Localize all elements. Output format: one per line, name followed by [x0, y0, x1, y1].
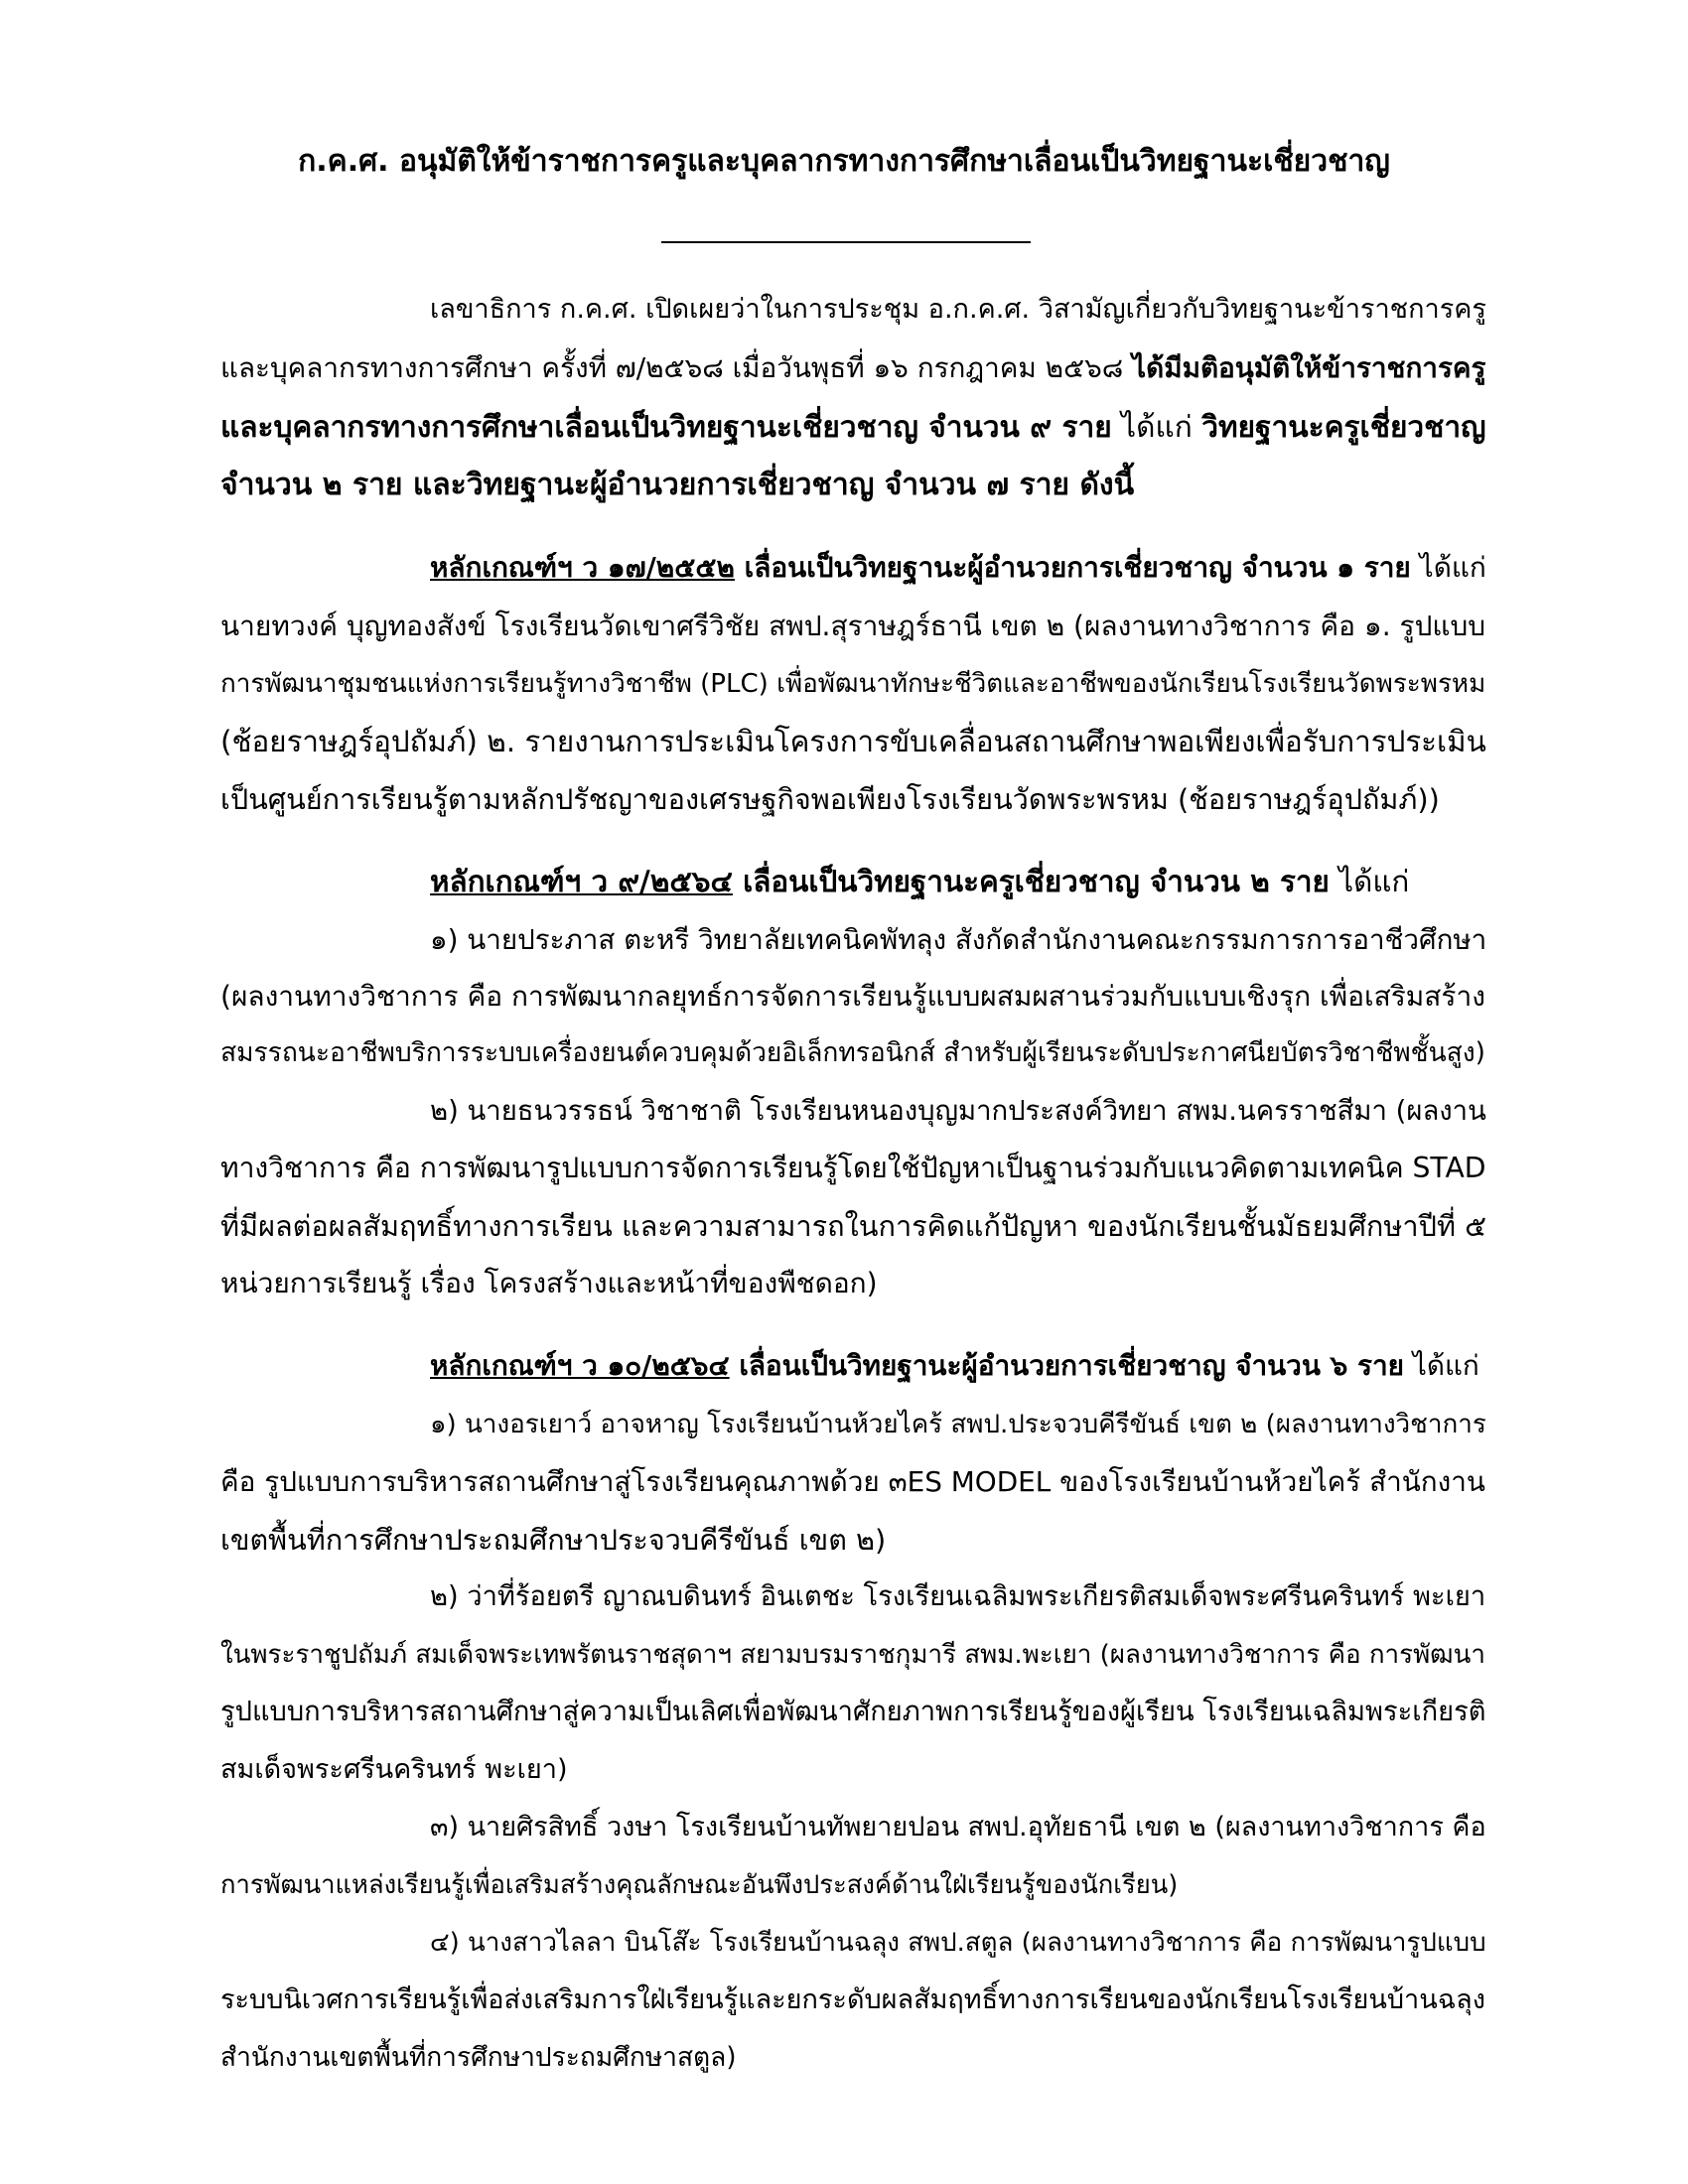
page-title: ก.ค.ศ. อนุมัติให้ข้าราชการครูและบุคลากรทางการศึกษาเลื่อนเป็นวิทยฐานะเชี่ยวชาญ	[298, 144, 1390, 179]
criteria-label: หลักเกณฑ์ฯ ว ๑๗/๒๕๕๒	[430, 551, 735, 584]
text-line: เป็นศูนย์การเรียนรู้ตามหลักปรัชญาของเศรษฐกิจพอเพียงโรงเรียนวัดพระพรหม (ช้อยราษฎร์อุปถัมภ์))	[220, 782, 1440, 816]
intro-line-2	[220, 343, 1486, 393]
list-item-2-line: ในพระราชูปถัมภ์ สมเด็จพระเทพรัตนราชสุดาฯ สยามบรมราชกุมารี สพม.พะเยา (ผลงานทางวิชาการ คือ การพัฒนา	[220, 1640, 1485, 1670]
list-item-3-line: การพัฒนาแหล่งเรียนรู้เพื่อเสริมสร้างคุณลักษณะอันพึงประสงค์ด้านใฝ่เรียนรู้ของนักเรียน)	[220, 1870, 1179, 1900]
section-title: เลื่อนเป็นวิทยฐานะผู้อำนวยการเชี่ยวชาญ จำนวน ๑ ราย	[734, 551, 1411, 584]
intro-category: วิทยฐานะครูเชี่ยวชาญ	[1201, 410, 1486, 445]
criteria-label: หลักเกณฑ์ฯ ว ๙/๒๕๖๔	[430, 865, 733, 898]
section-heading	[430, 1341, 1479, 1391]
list-item-3-line: ๓) นายศิรสิทธิ์ วงษา โรงเรียนบ้านทัพยายปอน สพป.อุทัยธานี เขต ๒ (ผลงานทางวิชาการ คือ	[430, 1812, 1486, 1843]
section-heading	[430, 857, 1409, 906]
section-heading	[430, 543, 1486, 593]
section-tail: ได้แก่	[1403, 1349, 1479, 1382]
text-line: นายทวงค์ บุญทองสังข์ โรงเรียนวัดเขาศรีวิชัย สพป.สุราษฎร์ธานี เขต ๒ (ผลงานทางวิชาการ คือ ๑. รูปแบบ	[220, 610, 1486, 642]
section-title: เลื่อนเป็นวิทยฐานะผู้อำนวยการเชี่ยวชาญ จำนวน ๖ ราย	[729, 1349, 1404, 1382]
list-item-1-line: ๑) นางอรเยาว์ อาจหาญ โรงเรียนบ้านห้วยไคร้ สพป.ประจวบคีรีขันธ์ เขต ๒ (ผลงานทางวิชาการ	[430, 1410, 1486, 1439]
list-item-2-line: รูปแบบการบริหารสถานศึกษาสู่ความเป็นเลิศเพื่อพัฒนาศักยภาพการเรียนรู้ของผู้เรียน โรงเรียนเฉลิมพระเกียรติ	[220, 1697, 1486, 1727]
section-title: เลื่อนเป็นวิทยฐานะครูเชี่ยวชาญ จำนวน ๒ ราย	[732, 865, 1330, 898]
title-divider	[661, 241, 1031, 243]
list-item-2-line: ทางวิชาการ คือ การพัฒนารูปแบบการจัดการเรียนรู้โดยใช้ปัญหาเป็นฐานร่วมกับแนวคิดตามเทคนิค STAD	[220, 1152, 1486, 1184]
intro-line-3	[220, 403, 1485, 453]
intro-text: ได้แก่	[1111, 410, 1202, 445]
list-item-2-line: ๒) นายธนวรรธน์ วิชาชาติ โรงเรียนหนองบุญมากประสงค์วิทยา สพม.นครราชสีมา (ผลงาน	[430, 1096, 1486, 1127]
intro-resolution: ได้มีมติอนุมัติให้ข้าราชการครู	[1132, 351, 1486, 384]
list-item-1-line: ๑) นายประภาส ตะหรี วิทยาลัยเทคนิคพัทลุง สังกัดสำนักงานคณะกรรมการการอาชีวศึกษา	[430, 923, 1487, 956]
list-item-2-line: สมเด็จพระศรีนครินทร์ พะเยา)	[220, 1754, 568, 1785]
intro-text: และบุคลากรทางการศึกษา ครั้งที่ ๗/๒๕๖๘ เมื่อวันพุธที่ ๑๖ กรกฎาคม ๒๕๖๘	[220, 351, 1133, 384]
list-item-2-line: ที่มีผลต่อผลสัมฤทธิ์ทางการเรียน และความสามารถในการคิดแก้ปัญหา ของนักเรียนชั้นมัธยมศึกษาปีที่ ๕	[220, 1209, 1487, 1243]
list-item-2-line: หน่วยการเรียนรู้ เรื่อง โครงสร้างและหน้าที่ของพืชดอก)	[220, 1267, 878, 1299]
list-item-1-line: (ผลงานทางวิชาการ คือ การพัฒนากลยุทธ์การจัดการเรียนรู้แบบผสมผสานร่วมกับแบบเชิงรุก เพื่อเสริมสร้าง	[220, 980, 1485, 1013]
criteria-label: หลักเกณฑ์ฯ ว ๑๐/๒๕๖๔	[430, 1349, 730, 1382]
list-item-1-line: สมรรถนะอาชีพบริการระบบเครื่องยนต์ควบคุมด้วยอิเล็กทรอนิกส์ สำหรับผู้เรียนระดับประกาศนียบัตรวิชาชีพชั้นสูง)	[220, 1038, 1485, 1068]
section-tail: ได้แก่	[1410, 551, 1486, 584]
intro-line-4: จำนวน ๒ ราย และวิทยฐานะผู้อำนวยการเชี่ยวชาญ จำนวน ๗ ราย ดังนี้	[220, 468, 1135, 502]
list-item-1-line: เขตพื้นที่การศึกษาประถมศึกษาประจวบคีรีขันธ์ เขต ๒)	[220, 1523, 887, 1557]
intro-total: และบุคลากรทางการศึกษาเลื่อนเป็นวิทยฐานะเชี่ยวชาญ จำนวน ๙ ราย	[220, 410, 1112, 445]
list-item-1-line: คือ รูปแบบการบริหารสถานศึกษาสู่โรงเรียนคุณภาพด้วย ๓ES MODEL ของโรงเรียนบ้านห้วยไคร้ สำนักงาน	[220, 1465, 1485, 1498]
text-line: (ช้อยราษฎร์อุปถัมภ์) ๒. รายงานการประเมินโครงการขับเคลื่อนสถานศึกษาพอเพียงเพื่อรับการประเมิน	[220, 725, 1486, 758]
list-item-2-line: ๒) ว่าที่ร้อยตรี ญาณบดินทร์ อินเตชะ โรงเรียนเฉลิมพระเกียรติสมเด็จพระศรีนครินทร์ พะเยา	[430, 1581, 1486, 1612]
list-item-4-line: ระบบนิเวศการเรียนรู้เพื่อส่งเสริมการใฝ่เรียนรู้และยกระดับผลสัมฤทธิ์ทางการเรียนของนักเรียนโรงเรียนบ้านฉลุง	[220, 1984, 1485, 2015]
list-item-4-line: ๔) นางสาวไลลา บินโส๊ะ โรงเรียนบ้านฉลุง สพป.สตูล (ผลงานทางวิชาการ คือ การพัฒนารูปแบบ	[430, 1928, 1486, 1958]
list-item-4-line: สำนักงานเขตพื้นที่การศึกษาประถมศึกษาสตูล)	[220, 2043, 737, 2073]
section-tail: ได้แก่	[1329, 865, 1410, 898]
text-line: การพัฒนาชุมชนแห่งการเรียนรู้ทางวิชาชีพ (PLC) เพื่อพัฒนาทักษะชีวิตและอาชีพของนักเรียนโรงเรียนวัดพระพรหม	[220, 669, 1486, 699]
intro-line-1: เลขาธิการ ก.ค.ศ. เปิดเผยว่าในการประชุม อ.ก.ค.ศ. วิสามัญเกี่ยวกับวิทยฐานะข้าราชการครู	[430, 294, 1486, 325]
